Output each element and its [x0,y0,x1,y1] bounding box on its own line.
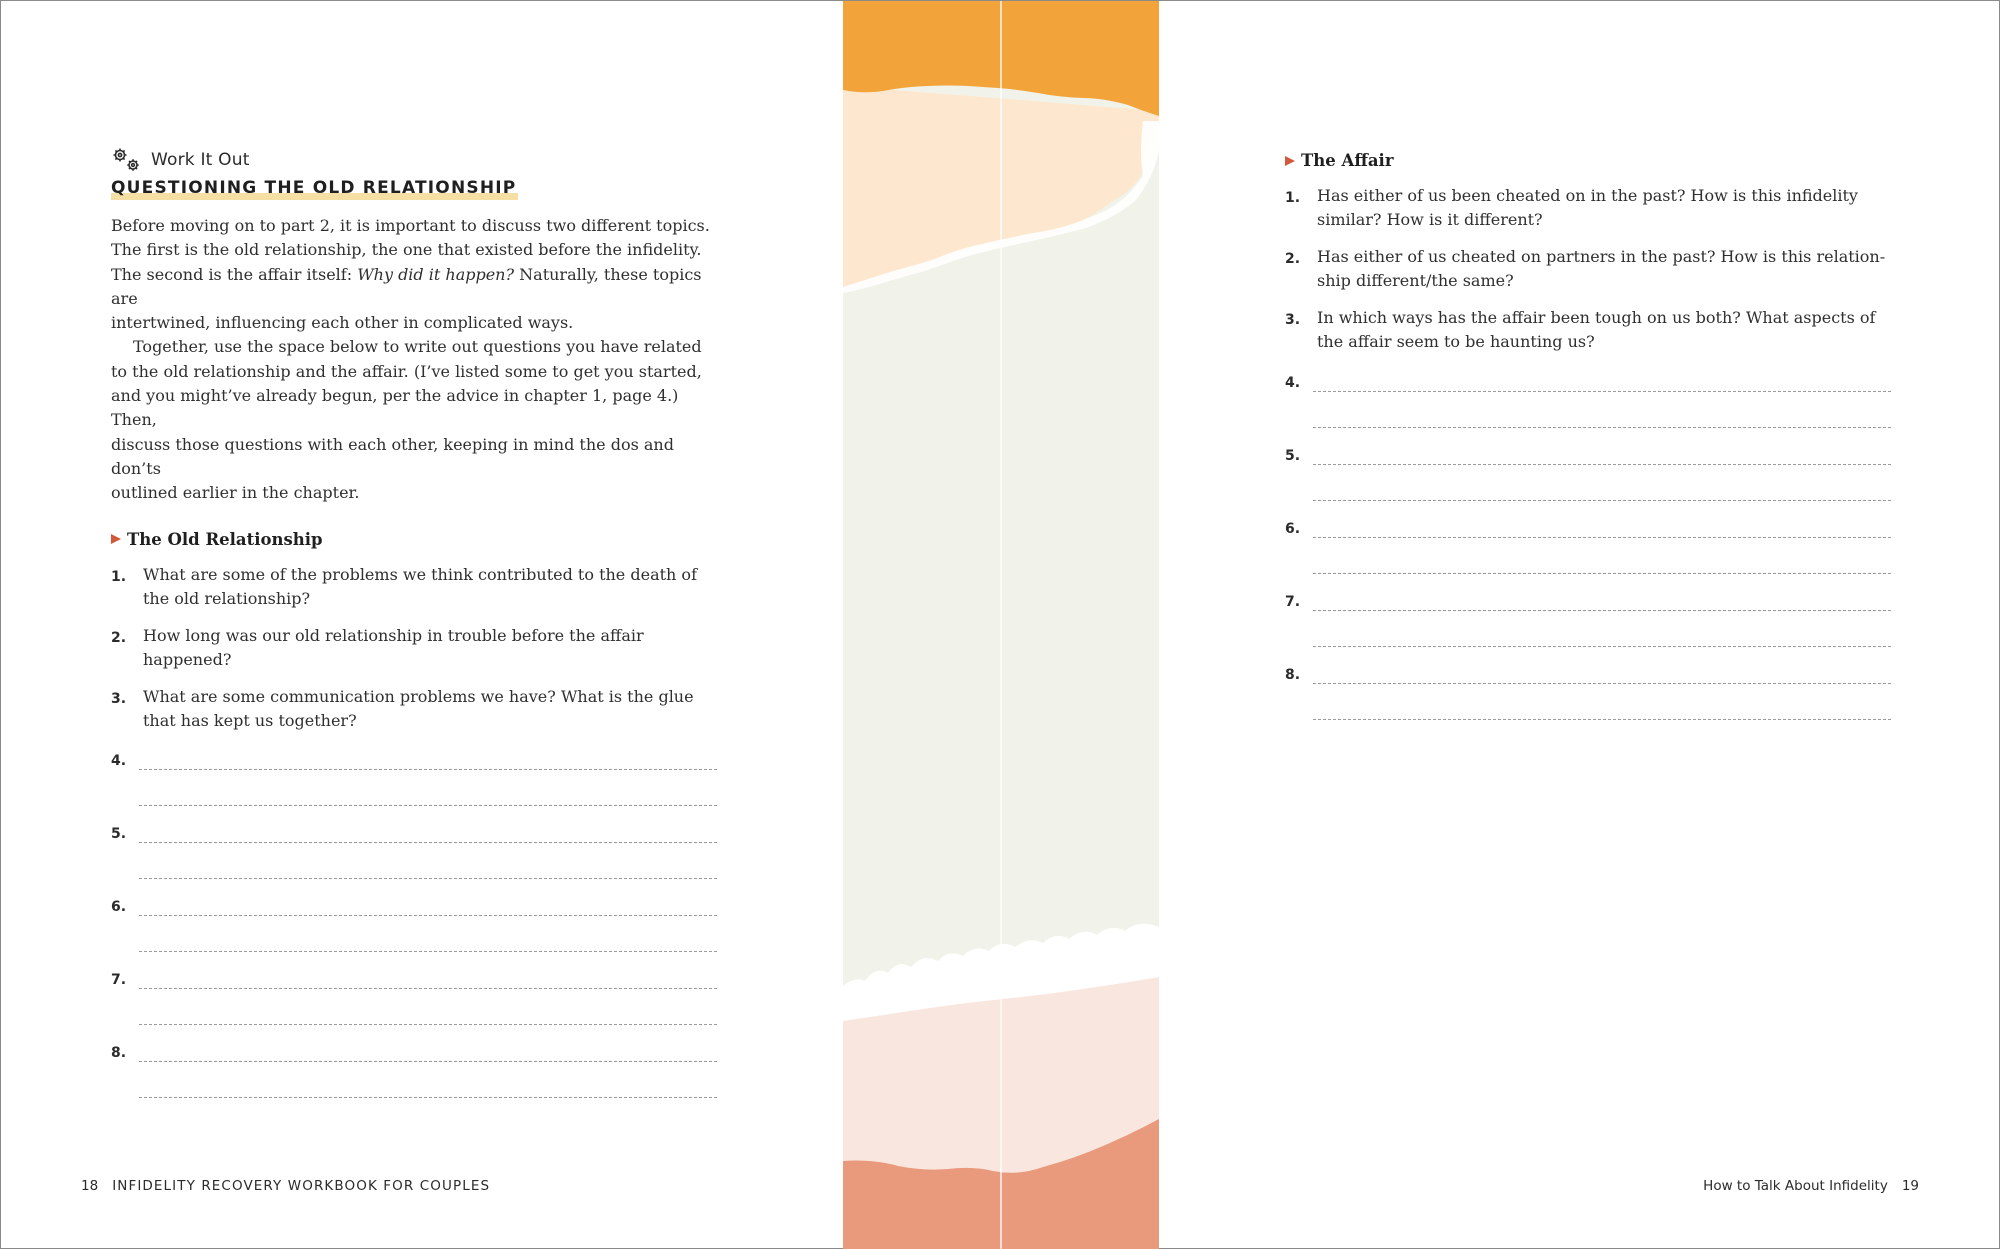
answer-line [1313,646,1891,647]
question-item [111,685,721,734]
answer-line [1313,573,1891,574]
answer-line [1313,610,1891,611]
blank-number: 4. [111,753,127,770]
question-item [111,624,721,673]
intro-line: The second is the affair itself: [111,264,358,284]
answer-line [139,1024,717,1025]
question-line: In which ways has the affair been tough on us both? What aspects of [1317,308,1876,328]
subhead-label: The Old Relationship [127,529,323,549]
answer-line [1313,537,1891,538]
answer-blank[interactable] [1285,375,1891,448]
question-line: ship different/the same? [1317,271,1514,291]
subhead-old-relationship [111,530,721,549]
footer-left [81,1178,490,1194]
question-number: 3. [1285,312,1301,329]
intro-line: to the old relationship and the affair. (I’ve listed some to get you started, [111,361,702,381]
question-line: What are some of the problems we think contributed to the death of [143,564,697,584]
question-line: Has either of us been cheated on in the past? How is this infidelity [1317,186,1858,205]
question-text [1317,184,1891,233]
answer-line [139,769,717,770]
answer-blank[interactable] [111,899,717,972]
subhead-label: The Affair [1301,151,1394,170]
answer-blank[interactable] [1285,448,1891,521]
subhead-affair [1285,151,1891,170]
intro-italic-phrase: Why did it happen? [357,264,515,284]
work-it-out-box-label [111,146,721,174]
question-line: similar? How is it different? [1317,210,1543,230]
intro-line: outlined earlier in the chapter. [111,483,360,503]
answer-blank[interactable] [1285,521,1891,594]
right-page [1285,151,1891,740]
answer-line [139,1061,717,1062]
blank-number: 6. [1285,520,1301,537]
intro-paragraph-2 [111,335,721,505]
answer-line [139,988,717,989]
answer-blank[interactable] [111,972,717,1045]
answer-blank[interactable] [111,753,717,826]
answer-blank[interactable] [1285,594,1891,667]
question-item [111,563,721,612]
triangle-bullet-icon [111,534,121,544]
question-number: 2. [111,629,127,646]
question-number: 2. [1285,251,1301,268]
answer-line [139,915,717,916]
work-it-out-label: Work It Out [151,150,250,170]
blank-number: 7. [111,972,127,989]
question-line: What are some communication problems we have? What is the glue [143,686,694,706]
blank-number: 4. [1285,374,1301,391]
question-line: Has either of us cheated on partners in the past? How is this relation- [1317,247,1886,267]
intro-line: and you might’ve already begun, per the advice in chapter 1, page 4.) Then, [111,386,679,430]
page-number: 19 [1901,1178,1919,1194]
running-head: INFIDELITY RECOVERY WORKBOOK FOR COUPLES [112,1178,491,1194]
question-item [1285,245,1891,294]
answer-line [139,805,717,806]
answer-line [139,951,717,952]
intro-line: Naturally, these topics are [111,264,702,308]
answer-line [1313,500,1891,501]
section-title: QUESTIONING THE OLD RELATIONSHIP [111,178,517,198]
intro-line: The first is the old relationship, the one that existed before the infidelity. [111,240,702,260]
blank-number: 7. [1285,593,1301,610]
question-number: 1. [111,568,127,585]
blank-number: 8. [111,1045,127,1062]
question-line: the affair seem to be haunting us? [1317,332,1595,352]
question-item [1285,306,1891,355]
left-page [111,146,721,1118]
answer-line [1313,464,1891,465]
question-text [1317,245,1891,294]
question-list [1285,184,1891,355]
answer-line [139,842,717,843]
answer-blank[interactable] [1285,667,1891,740]
blank-number: 5. [1285,447,1301,464]
answer-line [139,878,717,879]
intro-line: Together, use the space below to write out questions you have related [133,337,702,357]
question-line: that has kept us together? [143,711,357,731]
question-text [143,563,721,612]
answer-blanks [1285,375,1891,740]
answer-blank[interactable] [111,1045,717,1118]
intro-line: discuss those questions with each other, keeping in mind the dos and don’ts [111,434,674,478]
intro-text [111,214,721,506]
answer-line [139,1097,717,1098]
blank-number: 8. [1285,666,1301,683]
question-item [1285,184,1891,233]
page-number: 18 [81,1178,99,1194]
question-number: 3. [111,690,127,707]
blank-number: 6. [111,899,127,916]
answer-blank[interactable] [111,826,717,899]
answer-blanks [111,753,717,1118]
answer-line [1313,391,1891,392]
answer-line [1313,683,1891,684]
question-line: How long was our old relationship in trouble before the affair [143,625,644,645]
torn-paper-illustration [843,1,1159,1249]
answer-line [1313,719,1891,720]
question-text [143,685,721,734]
footer-right [1703,1178,1919,1194]
question-number: 1. [1285,190,1301,206]
question-line: happened? [143,649,232,669]
blank-number: 5. [111,826,127,843]
question-line: the old relationship? [143,588,311,608]
intro-line: Before moving on to part 2, it is important to discuss two different topics. [111,216,710,235]
question-text [143,624,721,673]
intro-paragraph-1 [111,214,721,335]
intro-line: intertwined, influencing each other in complicated ways. [111,313,574,333]
triangle-bullet-icon [1285,156,1295,166]
decorative-torn-paper-strip [843,1,1159,1249]
question-text [1317,306,1891,355]
question-list [111,563,721,734]
running-head: How to Talk About Infidelity [1703,1178,1888,1194]
gears-icon [111,146,143,174]
answer-line [1313,427,1891,428]
